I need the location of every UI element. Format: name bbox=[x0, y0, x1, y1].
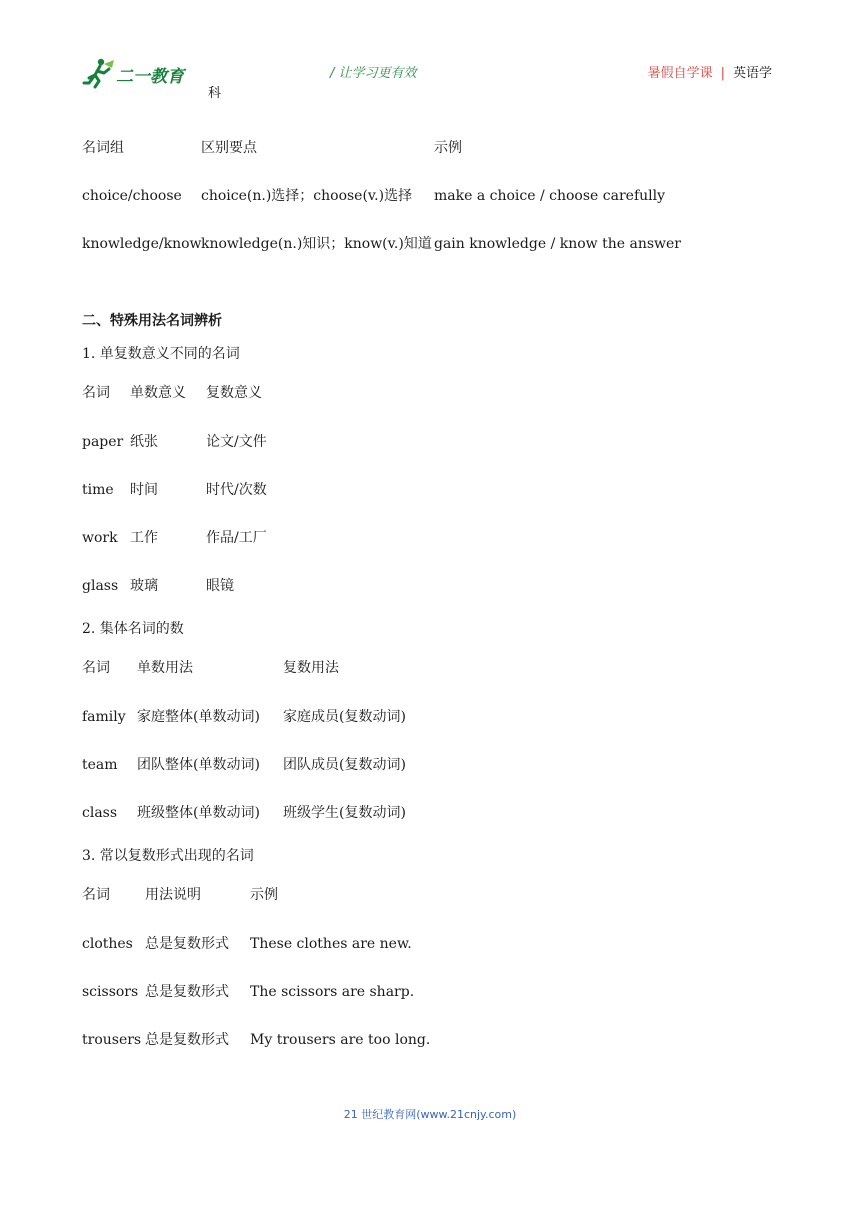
table-cell: 眼镜 bbox=[206, 578, 234, 594]
table-cell: 总是复数形式 bbox=[145, 936, 229, 952]
table-cell: glass bbox=[82, 578, 119, 594]
table-cell: scissors bbox=[82, 984, 139, 1000]
table-cell: time bbox=[82, 482, 114, 498]
logo bbox=[82, 56, 192, 90]
table-cell: work bbox=[82, 530, 118, 546]
table-cell: 时间 bbox=[130, 482, 158, 498]
table-cell: 班级学生(复数动词) bbox=[283, 805, 406, 821]
header-cell: 名词组 bbox=[82, 140, 124, 156]
separator: | bbox=[720, 66, 725, 81]
table-cell: clothes bbox=[82, 936, 133, 952]
table-cell: 总是复数形式 bbox=[145, 1032, 229, 1048]
table-cell: 作品/工厂 bbox=[206, 530, 267, 546]
table-cell: 论文/文件 bbox=[206, 434, 267, 450]
header-cell: 名词 bbox=[82, 660, 110, 676]
table-cell: choice(n.)选择；choose(v.)选择 bbox=[201, 188, 413, 204]
table-cell: 工作 bbox=[130, 530, 158, 546]
header-cell: 复数用法 bbox=[283, 660, 339, 676]
table-cell: 家庭整体(单数动词) bbox=[137, 709, 260, 725]
header-cell: 名词 bbox=[82, 385, 110, 401]
header-cell: 单数意义 bbox=[130, 385, 186, 401]
table-cell: 班级整体(单数动词) bbox=[137, 805, 260, 821]
table-cell: team bbox=[82, 757, 118, 773]
header-cell: 名词 bbox=[82, 887, 110, 903]
table-cell: family bbox=[82, 709, 126, 725]
course-label: 暑假自学课 bbox=[647, 66, 713, 81]
table-cell: knowledge/know bbox=[82, 236, 202, 252]
subsection-title: 2. 集体名词的数 bbox=[82, 621, 184, 637]
header-cell: 示例 bbox=[250, 887, 278, 903]
table-cell: choice/choose bbox=[82, 188, 182, 204]
logo-text: 二一教育 bbox=[116, 67, 184, 87]
table-cell: trousers bbox=[82, 1032, 142, 1048]
header-cell: 区别要点 bbox=[201, 140, 257, 156]
header-cell: 复数意义 bbox=[206, 385, 262, 401]
table-cell: 时代/次数 bbox=[206, 482, 267, 498]
page-footer: 21 世纪教育网(www.21cnjy.com) bbox=[343, 1108, 517, 1121]
header-cell: 单数用法 bbox=[137, 660, 193, 676]
table-cell: The scissors are sharp. bbox=[250, 984, 415, 1000]
subsection-title: 1. 单复数意义不同的名词 bbox=[82, 346, 240, 362]
course-info bbox=[648, 62, 772, 81]
header-cell: 用法说明 bbox=[145, 887, 201, 903]
table-cell: gain knowledge / know the answer bbox=[434, 236, 682, 252]
table-cell: 总是复数形式 bbox=[145, 984, 229, 1000]
section-title: 二、特殊用法名词辨析 bbox=[82, 313, 222, 329]
table-cell: My trousers are too long. bbox=[250, 1032, 431, 1048]
subject-tail: 科 bbox=[208, 86, 222, 101]
table-cell: class bbox=[82, 805, 118, 821]
table-cell: paper bbox=[82, 434, 124, 450]
table-cell: These clothes are new. bbox=[250, 936, 412, 952]
page-header bbox=[82, 52, 772, 102]
table-cell: 团队整体(单数动词) bbox=[137, 757, 260, 773]
runner-logo-icon bbox=[82, 56, 116, 90]
subsection-title: 3. 常以复数形式出现的名词 bbox=[82, 848, 254, 864]
slogan: / 让学习更有效 bbox=[330, 66, 417, 81]
header-cell: 示例 bbox=[434, 140, 462, 156]
table-cell: 纸张 bbox=[130, 434, 158, 450]
table-cell: 家庭成员(复数动词) bbox=[283, 709, 406, 725]
table-cell: 玻璃 bbox=[130, 578, 158, 594]
table-cell: make a choice / choose carefully bbox=[434, 188, 666, 204]
table-cell: 团队成员(复数动词) bbox=[283, 757, 406, 773]
table-cell: knowledge(n.)知识；know(v.)知道 bbox=[201, 236, 432, 252]
subject-label: 英语学 bbox=[732, 66, 772, 81]
